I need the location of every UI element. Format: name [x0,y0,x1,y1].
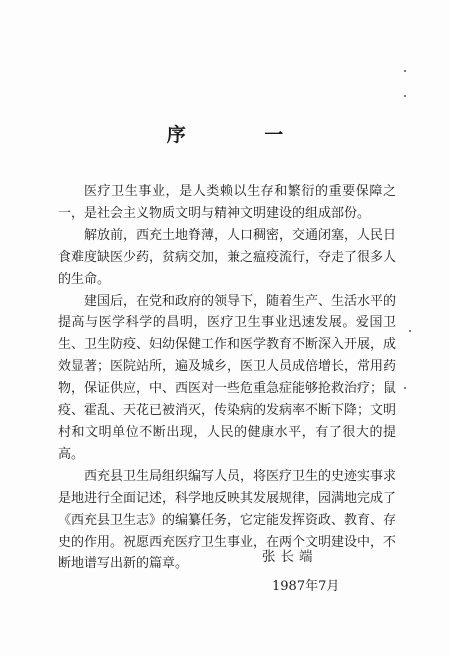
paragraph-1: 医疗卫生事业，是人类赖以生存和繁衍的重要保障之一，是社会主义物质文明与精神文明建设的组成部份。 [58,184,396,221]
scan-speck [409,330,411,332]
scan-speck [404,387,406,389]
scan-speck [404,95,406,97]
body-text [58,181,396,575]
page-title: 序 一 [166,124,320,146]
author-signature: 张长端 [262,549,318,565]
paragraph-2: 解放前，西充土地脊薄，人口稠密，交通闭塞，人民日食难度缺医少药，贫病交加，兼之瘟疫流行，夺走了很多人的生命。 [58,227,397,287]
scan-speck [404,70,406,72]
paragraph-4: 西充县卫生局组织编写人员，将医疗卫生的史迹实事求是地进行全面记述，科学地反映其发展规律，园满地完成了《西充县卫生志》的编纂任务，它定能发挥资政、教育、存史的作用。祝愿西充医疗卫生事业，在两个文明建设中，不断地谱写出新的篇章。 [58,468,397,572]
paragraph-3: 建国后，在党和政府的领导下，随着生产、生活水平的提高与医学科学的昌明，医疗卫生事业迅速发展。爱国卫生、卫生防疫、妇幼保健工作和医学教育不断深入开展，成效显著；医院站所，遍及城乡，医卫人员成倍增长，常用药物，保证供应，中、西医对一些危重急症能够抢救治疗；鼠疫、霍乱、天花已被消灭，传染病的发病率不断下降；文明村和文明单位不断出现，人民的健康水平，有了很大的提高。 [58,293,397,462]
date-line: 1987年7月 [272,579,340,594]
